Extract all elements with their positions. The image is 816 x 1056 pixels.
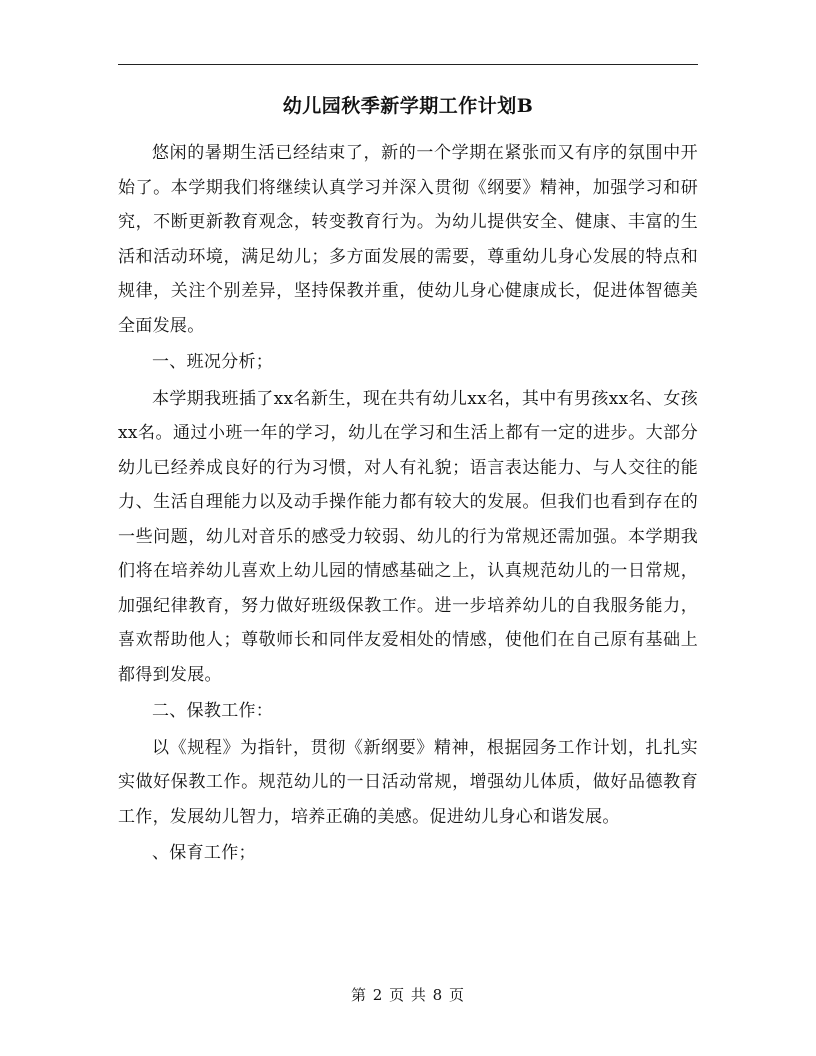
document-title: 幼儿园秋季新学期工作计划B: [282, 95, 534, 117]
section-heading-childcare: 、保育工作；: [152, 843, 256, 863]
intro-paragraph: 悠闲的暑期生活已经结束了，新的一个学期在紧张而又有序的氛围中开始了。本学期我们将继续认真学习并深入贯彻《纲要》精神，加强学习和研究，不断更新教育观念，转变教育行为。为幼儿提供安全、健康、丰富的生活和活动环境，满足幼儿；多方面发展的需要，尊重幼儿身心发展的特点和规律，关注个别差异，坚持保教并重，使幼儿身心健康成长，促进体智德美全面发展。: [118, 143, 698, 336]
page-footer: 第 2 页 共 8 页: [351, 986, 465, 1004]
section-heading-care-education: 二、保教工作：: [152, 701, 274, 721]
class-analysis-paragraph: 本学期我班插了xx名新生，现在共有幼儿xx名，其中有男孩xx名、女孩xx名。通过小班一年的学习，幼儿在学习和生活上都有一定的进步。大部分幼儿已经养成良好的行为习惯，对人有礼貌；语言表达能力、与人交往的能力、生活自理能力以及动手操作能力都有较大的发展。但我们也看到存在的一些问题，幼儿对音乐的感受力较弱、幼儿的行为常规还需加强。本学期我们将在培养幼儿喜欢上幼儿园的情感基础之上，认真规范幼儿的一日常规，加强纪律教育，努力做好班级保教工作。进一步培养幼儿的自我服务能力，喜欢帮助他人；尊敬师长和同伴友爱相处的情感，使他们在自己原有基础上都得到发展。: [118, 388, 698, 685]
header-rule: [118, 64, 698, 65]
document-body: [118, 90, 698, 871]
care-education-paragraph: 以《规程》为指针，贯彻《新纲要》精神，根据园务工作计划，扎扎实实做好保教工作。规范幼儿的一日活动常规，增强幼儿体质，做好品德教育工作，发展幼儿智力，培养正确的美感。促进幼儿身心和谐发展。: [118, 737, 698, 827]
section-heading-class-analysis: 一、班况分析；: [152, 352, 274, 372]
